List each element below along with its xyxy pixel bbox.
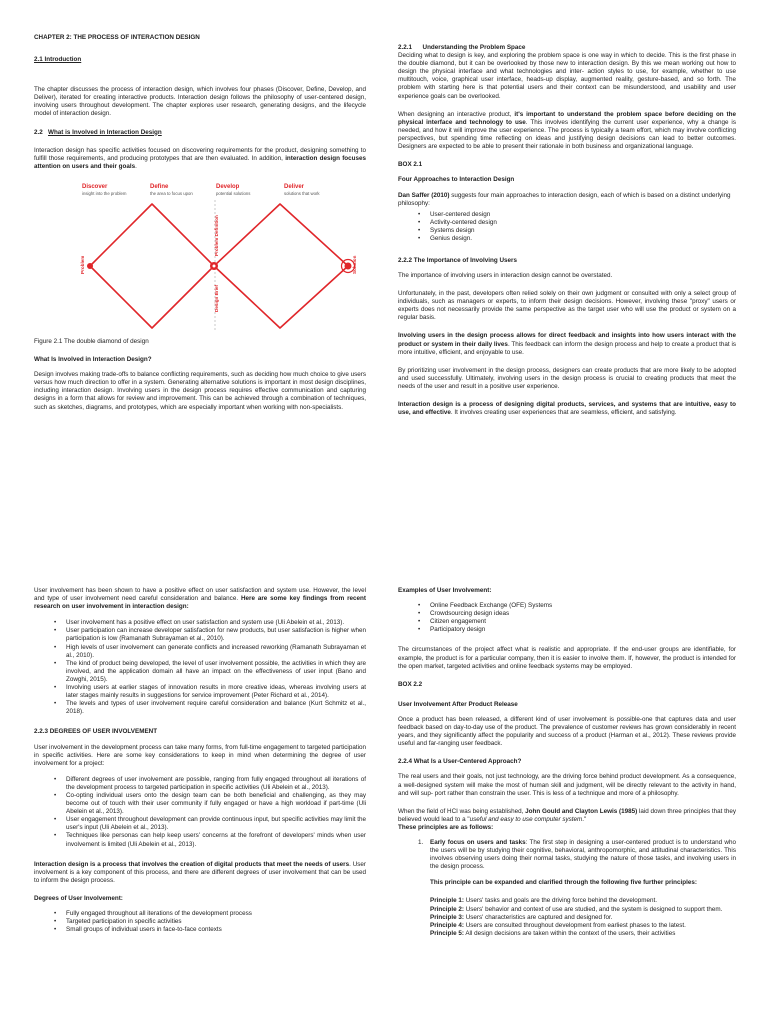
section-2-2-2-paragraph: The importance of involving users in interaction design cannot be overstated.	[398, 271, 613, 279]
principle-label: Principle 3:	[430, 913, 464, 921]
section-2-2-1-heading	[398, 44, 736, 52]
section-2-2-heading	[34, 129, 366, 137]
degrees-heading: Degrees of User Involvement:	[34, 894, 123, 902]
list-item: • Small groups of individual users in face-to-face contexts	[34, 926, 366, 934]
principle-text: Users' characteristics are captured and designed for.	[463, 913, 613, 921]
label-problem: Problem	[80, 255, 85, 274]
phase-define-sub: the area to focus upon	[150, 190, 193, 196]
section-2-1-heading: 2.1 Introduction	[34, 56, 82, 64]
effect-paragraph	[34, 587, 366, 611]
box-2-1-intro-text: suggests four main approaches to interaction design, each of which is based on a distinct underlying philosophy:	[398, 192, 731, 208]
figure-caption: Figure 2.1 The double diamond of design	[34, 337, 149, 345]
section-2-2-3-heading: 2.2.3 DEGREES OF USER INVOLVEMENT	[34, 728, 158, 736]
list-item	[430, 914, 736, 922]
s22-text-c: .	[135, 162, 137, 170]
right-diamond	[214, 204, 348, 328]
phase-deliver-title: Deliver	[284, 183, 305, 190]
list-item: • Participatory design	[398, 626, 736, 634]
section-2-2-1-title: Understanding the Problem Space	[422, 44, 526, 51]
phase-define-title: Define	[150, 183, 169, 190]
expanded-paragraph: This principle can be expanded and clarified through the following five further principles:	[430, 879, 697, 887]
process-paragraph	[34, 861, 366, 885]
list-item: • Citizen engagement	[398, 618, 736, 626]
p1-bold: Early focus on users and tasks	[430, 838, 526, 846]
involving-text-bold: Involving users in the design process allows for direct feedback and insights into how users interact with the product or system in their daily lives	[398, 332, 736, 348]
section-2-2-number: 2.2	[34, 128, 43, 136]
list-item: • Targeted participation in specific activities	[34, 918, 366, 926]
phase-discover-title: Discover	[82, 183, 108, 190]
phase-develop-title: Develop	[216, 183, 240, 190]
definition-paragraph	[398, 401, 736, 417]
effect-text-bold: Here are some key findings from recent research on user involvement in interaction design:	[34, 595, 366, 611]
box-2-1-label: BOX 2.1	[398, 161, 423, 169]
principles-list	[398, 897, 736, 937]
principle-label: Principle 4:	[430, 921, 464, 929]
p1-text: : The first step in designing a user-centered product is to understand who the users will be by studying their cognitive, behavioral, anthropomorphic, and attitudinal characteristics. This involves observing users doing their normal tasks, studying the nature of those tasks, and involving users in the design process.	[430, 838, 736, 871]
principle-text: All design decisions are taken within the context of the users, their activities	[463, 929, 676, 937]
definition-text-bold: Interaction design is a process of designing digital products, services, and systems that are intuitive, easy to use, and effective	[398, 401, 736, 417]
list-item: • Techniques like personas can help keep users' concerns at the forefront of developers' minds when user involvement is limited (Uli Abelein et al., 2013).	[34, 832, 366, 848]
box-2-1-author-text: Dan Saffer (2010)	[398, 192, 450, 200]
label-design-brief: Design Brief	[214, 284, 219, 312]
considerations-list	[34, 776, 366, 849]
top-left-column	[34, 34, 366, 419]
list-item	[430, 930, 736, 938]
hci-quote: useful and easy to use computer system	[469, 815, 583, 823]
list-item: • Systems design	[398, 227, 736, 235]
list-item: • The kind of product being developed, the level of user involvement possible, the activities in which they are involved, and the application domain all have an impact on the effectiveness of user input (Bano and Zowghi, 2015).	[34, 660, 366, 684]
list-item	[430, 897, 736, 905]
hci-text-c: laid down three principles that they believed would lead to a "	[398, 807, 736, 823]
phase-deliver-sub: solutions that work	[284, 190, 320, 196]
list-item: • Fully engaged throughout all iterations of the development process	[34, 910, 366, 918]
list-item: • Genius design.	[398, 235, 736, 243]
problem-text-c: . This involves identifying the current user experience, why a change is needed, and how it will improve the user experience. The process is typically a team effort, which may involve conflicting perspectives, but spending time reflecting on ideas and justifying design decisions can lead to better outcomes. Designers are expected to be able to present their rationale in both business and organizational language.	[398, 118, 736, 151]
s22-text-a: Interaction design has specific activities focused on discovering requirements for the product, designing something to fulfill those requirements, and producing prototypes that are then evaluated. In addition,	[34, 146, 366, 162]
label-solution: Solution	[352, 255, 357, 274]
what-paragraph: Design involves making trade-offs to balance conflicting requirements, such as deciding how much choice to give users versus how much direction to offer in a system. Generating alternative solutions is important in most design disciplines, including interaction design. Involving users in the design process requires effective communication and capturing designs in a form that allows for review and improvement. This can be achieved through a combination of techniques, such as sketches, diagrams, and prototypes, which are especially important when working with non-specialists.	[34, 371, 366, 411]
top-right-column	[398, 44, 736, 424]
box-2-2-title: User Involvement After Product Release	[398, 700, 518, 708]
list-item	[430, 906, 736, 914]
bottom-right-column	[398, 587, 736, 938]
label-problem-definition: Problem Definition	[214, 215, 219, 256]
hci-text-e: ."	[582, 815, 587, 823]
list-item: • The levels and types of user involvement require careful consideration and balance (Kurt Schmitz et al., 2018).	[34, 700, 366, 716]
definition-text: . It involves creating user experiences that are seamless, efficient, and satisfying.	[450, 409, 677, 417]
hci-authors: John Gould and Clayton Lewis (1985)	[525, 807, 638, 815]
problem-space-paragraph	[398, 111, 736, 151]
principles-heading: These principles are as follows:	[398, 823, 494, 831]
findings-list	[34, 619, 366, 716]
phase-develop-sub: potential solutions	[216, 190, 251, 196]
what-heading: What Is Involved in Interaction Design?	[34, 356, 152, 364]
prioritizing-paragraph: By prioritizing user involvement in the design process, designers can create products that are more likely to be adopted and used successfully. Ultimately, involving users in the design process is crucial to creating products that meet the needs of the user and result in a positive user experience.	[398, 366, 736, 390]
list-item: • Activity-centered design	[398, 219, 736, 227]
list-item: • Involving users at earlier stages of innovation results in more creative ideas, whereas involving users at later stages mainly results in suggestions for service improvement (Peter Richard et al., 2014).	[34, 684, 366, 700]
principle-label: Principle 2:	[430, 905, 464, 913]
left-diamond	[90, 204, 214, 328]
intro-paragraph: The chapter discusses the process of interaction design, which involves four phases (Discover, Define, Develop, and Deliver), iterated for creating interactive products. Interaction design follows the philosophy of user-centered design, involving users throughout development. The chapter explores user research, generating designs, and the lifecycle model of interaction design.	[34, 86, 366, 118]
list-item: • Crowdsourcing design ideas	[398, 610, 736, 618]
proxy-users-paragraph: Unfortunately, in the past, developers often relied solely on their own judgment or consulted with only a select group of individuals, such as managers or experts, to inform their design decisions. However, involving these "proxy" users or experts does not necessarily provide the same perspective as the target user who will use the product or system on a regular basis.	[398, 290, 736, 322]
list-item: • Online Feedback Exchange (OFE) Systems	[398, 602, 736, 610]
list-item: • User engagement throughout development can provide continuous input, but specific activities may limit the user's input (Uli Abelein et al., 2013).	[34, 816, 366, 832]
principle-label: Principle 1:	[430, 897, 464, 905]
examples-list	[398, 602, 736, 634]
list-item: • High levels of user involvement can generate conflicts and increased reworking (Ramanath Subrayaman et al., 2010).	[34, 644, 366, 660]
box-2-1-title: Four Approaches to Interaction Design	[398, 176, 515, 184]
list-item	[430, 922, 736, 930]
chapter-title: CHAPTER 2: THE PROCESS OF INTERACTION DESIGN	[34, 34, 200, 41]
effect-text: User involvement has been shown to have a positive effect on user satisfaction and system use. However, the level and type of user involvement need careful consideration and balance.	[34, 587, 366, 603]
p1-number: 1.	[418, 838, 424, 846]
phase-discover-sub: insight into the problem	[82, 190, 127, 196]
section-2-2-2-heading: 2.2.2 The Importance of Involving Users	[398, 256, 517, 264]
double-diamond-diagram	[34, 178, 366, 338]
box-2-2-label: BOX 2.2	[398, 680, 423, 688]
section-2-2-paragraph	[34, 147, 366, 171]
list-item: • Different degrees of user involvement are possible, ranging from fully engaged throughout all iterations of the development process to targeted participation in specific activities (Uli Abelein et al., 2013).	[34, 776, 366, 792]
section-2-2-title: What is Involved in Interaction Design	[48, 128, 162, 136]
principle-text: Users' tasks and goals are the driving force behind the development.	[463, 897, 657, 905]
process-text-bold: Interaction design is a process that involves the creation of digital products that meet the needs of users	[34, 860, 350, 868]
principle-text: Users' behavior and context of use are studied, and the system is designed to support them.	[463, 905, 723, 913]
problem-text-bold: it's important to understand the problem space before deciding on the physical interface and technology to use	[398, 110, 736, 126]
s22-text-bold: interaction design focuses attention on users and their goals	[34, 154, 366, 170]
box-2-1-intro	[398, 192, 736, 208]
section-2-2-1-number: 2.2.1	[398, 44, 413, 51]
list-item: • User-centered design	[398, 211, 736, 219]
involving-users-paragraph	[398, 332, 736, 356]
box-2-2-paragraph: Once a product has been released, a different kind of user involvement is possible-one that captures data and user feedback based on day-to-day use of the product. The prevalence of customer reviews has grown considerably in recent years, and they significantly affect the popularity and success of a product (Harman et al., 2012). These reviews provide useful and far-ranging user feedback.	[398, 715, 736, 748]
principle-label: Principle 5:	[430, 929, 464, 937]
problem-text-a: When designing an interactive product,	[398, 110, 515, 118]
section-2-2-4-paragraph: The real users and their goals, not just technology, are the driving force behind product development. As a consequence, a well-designed system will make the most of human skill and judgment, will be directly relevant to the activity in hand, and will sup- port rather than constrain the user. This is less of a technique and more of a philosophy.	[398, 773, 736, 797]
problem-node	[87, 263, 93, 269]
degrees-list	[34, 910, 366, 934]
examples-heading: Examples of User Involvement:	[398, 587, 492, 594]
list-item: • User participation can increase developer satisfaction for new products, but user satisfaction is higher when participation is low (Ramanath Subrayaman et al., 2010).	[34, 627, 366, 643]
section-2-2-3-paragraph: User involvement in the development process can take many forms, from full-time engagement to targeted participation in specific activities. Here are some key considerations to keep in mind when determining the degree of user involvement for a project:	[34, 743, 366, 767]
list-item: • Co-opting individual users onto the design team can be both beneficial and challenging, as they may become out of touch with their user community if fully engaged or have a high workload if part-time (Uli Abelein et al., 2013).	[34, 792, 366, 816]
hci-paragraph	[398, 808, 736, 824]
hci-text-a: When the field of HCI was being established,	[398, 807, 526, 815]
principle-text: Users are consulted throughout development from earliest phases to the latest.	[463, 921, 686, 929]
process-text: . User involvement is a key component of this process, and there are different degrees of user involvement that can be used to inform the design process.	[34, 860, 366, 884]
involving-text: . This feedback can inform the design process and help to create a product that is more intuitive, efficient, and enjoyable to use.	[398, 340, 736, 356]
circumstances-paragraph: The circumstances of the project affect what is realistic and appropriate. If the end-user groups are identifiable, for example, the product is for a particular company, then it is easier to involve them. If, however, the product is intended for the open market, targeted activities and online feedback systems may be employed.	[398, 646, 736, 670]
section-2-2-4-heading: 2.2.4 What Is a User-Centered Approach?	[398, 758, 522, 766]
list-item	[398, 839, 736, 871]
list-item: • User involvement has a positive effect on user satisfaction and system use (Uli Abelein et al., 2013).	[34, 619, 366, 627]
bottom-left-column	[34, 587, 366, 940]
section-2-2-1-paragraph: Deciding what to design is key, and exploring the problem space is one way in which to decide. This is the first phase in the double diamond, but it can be overlooked by those new to interaction design. By this we mean working out how to design the physical interface and what technologies and inter- action styles to use, for example, whether to use multitouch, voice, graphical user interface, heads-up display, augmented reality, gesture-based, and so forth. The problem with starting here is that potential users and their context can be misunderstood, and usability and user experience goals can be overlooked.	[398, 52, 736, 100]
principles-numbered-list	[398, 839, 736, 871]
approaches-list	[398, 211, 736, 243]
